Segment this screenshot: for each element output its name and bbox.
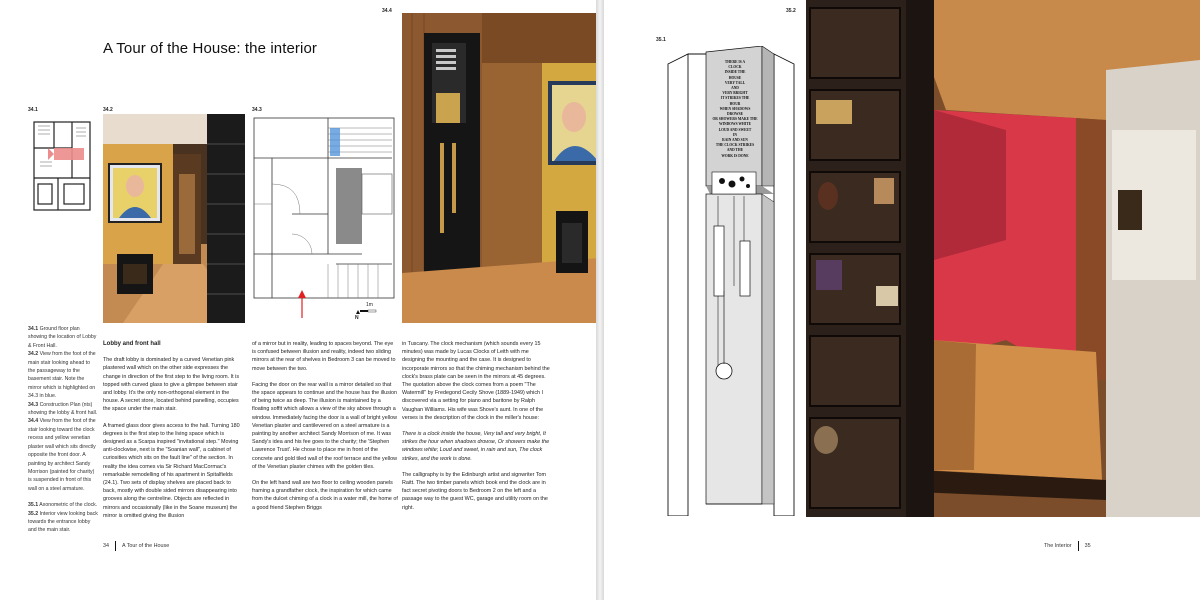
north-label: N xyxy=(355,315,359,321)
fig-341-number: 34.1 xyxy=(28,107,38,113)
fig-351-number: 35.1 xyxy=(656,37,666,43)
clock-text-line: HOUR xyxy=(729,101,741,106)
body-paragraph: Facing the door on the rear wall is a mirror detailed so that the space appears to continue and the house has the illusion of being twice as deep. The illusion is maintained by a floating soffit which allows a view of the sky above through a window. Immediately facing the door is a wall of bright yellow Venetian plaster and cantilevered on a steel armature is a painting by another architect Sandy Morrison of me. It was Sandy's idea and his fee goes to the charity; the 'Stephen Lawrence Trust'. He chose to place me in front of the concrete and gold tiled wall of the roof terrace and the yellow of the Venetian plaster chimes with the golden tiles. xyxy=(252,381,398,470)
running-head: A Tour of the House xyxy=(122,543,170,549)
right-footer xyxy=(1044,541,1091,551)
clock-text-line: WHEN SHADOWS xyxy=(719,106,751,111)
body-paragraph: The draft lobby is dominated by a curved Venetian pink plastered wall which on the other side expresses the change in direction of the first step to the living room. It is topped with curved glass to give a glimpse between stair and lobby. It's the only non-orthogonal element in the house. A secret store, located behind panelling, occupies the space under the main stair. xyxy=(103,357,240,413)
clock-text-line: INSIDE THE xyxy=(724,70,746,75)
hall-photo-342 xyxy=(103,114,245,323)
page-number: 35 xyxy=(1084,543,1091,549)
body-paragraph: On the left hand wall are two floor to ceiling wooden panels framing a grandfather clock, the inspiration for which came from the dulcet chiming of a clock in a water mill, the home of a good friend Stephen Briggs xyxy=(252,480,398,511)
fig-344-number: 34.4 xyxy=(382,8,392,14)
clock-axonometric xyxy=(666,46,796,516)
body-column-1 xyxy=(103,340,245,528)
clock-text-line: DROWSE xyxy=(727,112,743,117)
clock-text-line: VERY BRIGHT xyxy=(722,91,748,96)
captions-column xyxy=(28,325,98,535)
page-title: A Tour of the House: the interior xyxy=(103,40,317,57)
right-page xyxy=(604,0,1200,600)
clock-text-line: THE CLOCK STRIKES xyxy=(715,143,755,148)
clock-text-line: OR SHOWERS MAKE THE xyxy=(712,117,758,122)
clock-text-line: AND THE xyxy=(726,148,744,153)
caption-num: 34.4 xyxy=(28,418,39,425)
clock-text-line: RAIN AND SUN xyxy=(722,138,748,143)
caption-num: 34.2 xyxy=(28,351,39,358)
footer-divider xyxy=(1078,541,1079,551)
fig-342-number: 34.2 xyxy=(103,107,113,113)
clock-text-line: IT STRIKES THE xyxy=(720,96,750,101)
clock-text-line: CLOCK xyxy=(728,65,742,70)
left-page xyxy=(0,0,596,600)
left-footer xyxy=(103,541,169,551)
clock-calligraphy xyxy=(710,60,760,159)
poem-quote: There is a clock inside the house, Very tall and very bright, It strikes the hour when shadows drowse, Or showers make the windows white; Loud and sweet, in rain and sun, The clock strikes, and the work is done. xyxy=(402,431,550,462)
body-paragraph: A framed glass door gives access to the hall. Turning 180 degrees is the first step to the living space which is designed as a Scarpa inspired "invitational step." Moving anti-clockwise, next is the "Soanian wall", a cabinet of curiosities which sits on the fault line" of the section. In reality the idea comes via Sir Richard MacCormac's remarkable remodelling of his apartment in Spitalfields (24.1). Two sets of display shelves are placed back to back, mostly with double sided mirrors disappearing into grooves along the centreline. Objects are reflected in mirrors and occasionally (like in the Soane museum) the mirror is omitted giving the illusion xyxy=(103,422,240,519)
caption-text: View from the foot of the stair looking toward the clock recess and yellow venetian plaster wall which sits directly opposite the front door. A painting by architect Sandy Morrison (painted for charity) is suspended in front of this wall on a steel armature. xyxy=(28,418,96,492)
body-paragraph: of a mirror but in reality, leading to spaces beyond. The eye is confused between illusion and reality, indeed two sliding mirrors at the rear of shelves in Bedroom 3 can be moved to move between the two. xyxy=(252,341,396,372)
interior-view-photo xyxy=(806,0,1200,517)
fig-352-number: 35.2 xyxy=(786,8,796,14)
caption-text: Axonometric of the clock. xyxy=(39,502,98,509)
body-paragraph: in Tuscany. The clock mechanism (which sounds every 15 minutes) was made by Lucas Clocks of Leith with me designing the mounting and the case. It is designed to incorporate mirrors so that the chiming mechanism behind the clock's brass plate can be seen in the mirrors at 45 degrees. The quotation above the clock comes from a poem "The Watermill" by Fredegond Cecily Shove (1889-1949) which I discovered via a setting for piano and baritone by Ralph Vaughan Williams. His wife was Shove's aunt. In one of the verses is the description of the clock in the miller's house: xyxy=(402,341,550,421)
ground-floor-plan xyxy=(28,118,98,218)
section-heading: Lobby and front hall xyxy=(103,341,161,347)
body-column-3 xyxy=(402,340,550,520)
caption-text: Construction Plan (nts) showing the lobby & front hall. xyxy=(28,401,98,417)
book-gutter xyxy=(596,0,604,600)
clock-text-line: HOUSE xyxy=(728,75,742,80)
body-column-2 xyxy=(252,340,398,520)
body-paragraph: The calligraphy is by the Edinburgh artist and signwriter Tom Raitt. The two timber panels which book end the clock are in fact secret pivoting doors to Bedroom 2 on the left and a passage way to the guest WC, garage and utility room on the right. xyxy=(402,471,548,511)
caption-num: 34.1 xyxy=(28,326,39,332)
clock-text-line: LOUD AND SWEET xyxy=(718,127,752,132)
caption-text: View from the foot of the main stair looking ahead to the passageway to the basement stair. Note the mirror which is highlighted on 34.3 in blue. xyxy=(28,351,96,400)
scale-label: 1m xyxy=(366,302,373,308)
caption-num: 35.2 xyxy=(28,510,39,517)
caption-num: 35.1 xyxy=(28,502,39,509)
clock-text-line: WINDOWS WHITE xyxy=(719,122,751,127)
clock-text-line: AND xyxy=(731,86,739,91)
clock-text-line: VERY TALL xyxy=(724,80,746,85)
footer-divider xyxy=(115,541,116,551)
clock-recess-photo xyxy=(402,13,596,323)
clock-text-line: THERE IS A xyxy=(724,60,746,64)
running-head: The Interior xyxy=(1044,543,1072,549)
caption-text: Interior view looking back towards the entrance lobby and the main stair. xyxy=(28,510,98,534)
clock-text-line: WORK IS DONE xyxy=(721,153,749,158)
page-number: 34 xyxy=(103,543,109,549)
clock-text-line: IN xyxy=(733,132,737,137)
fig-343-number: 34.3 xyxy=(252,107,262,113)
construction-plan xyxy=(252,114,398,323)
caption-text: Ground floor plan showing the location of Lobby & Front Hall. xyxy=(28,326,97,349)
caption-num: 34.3 xyxy=(28,401,39,408)
